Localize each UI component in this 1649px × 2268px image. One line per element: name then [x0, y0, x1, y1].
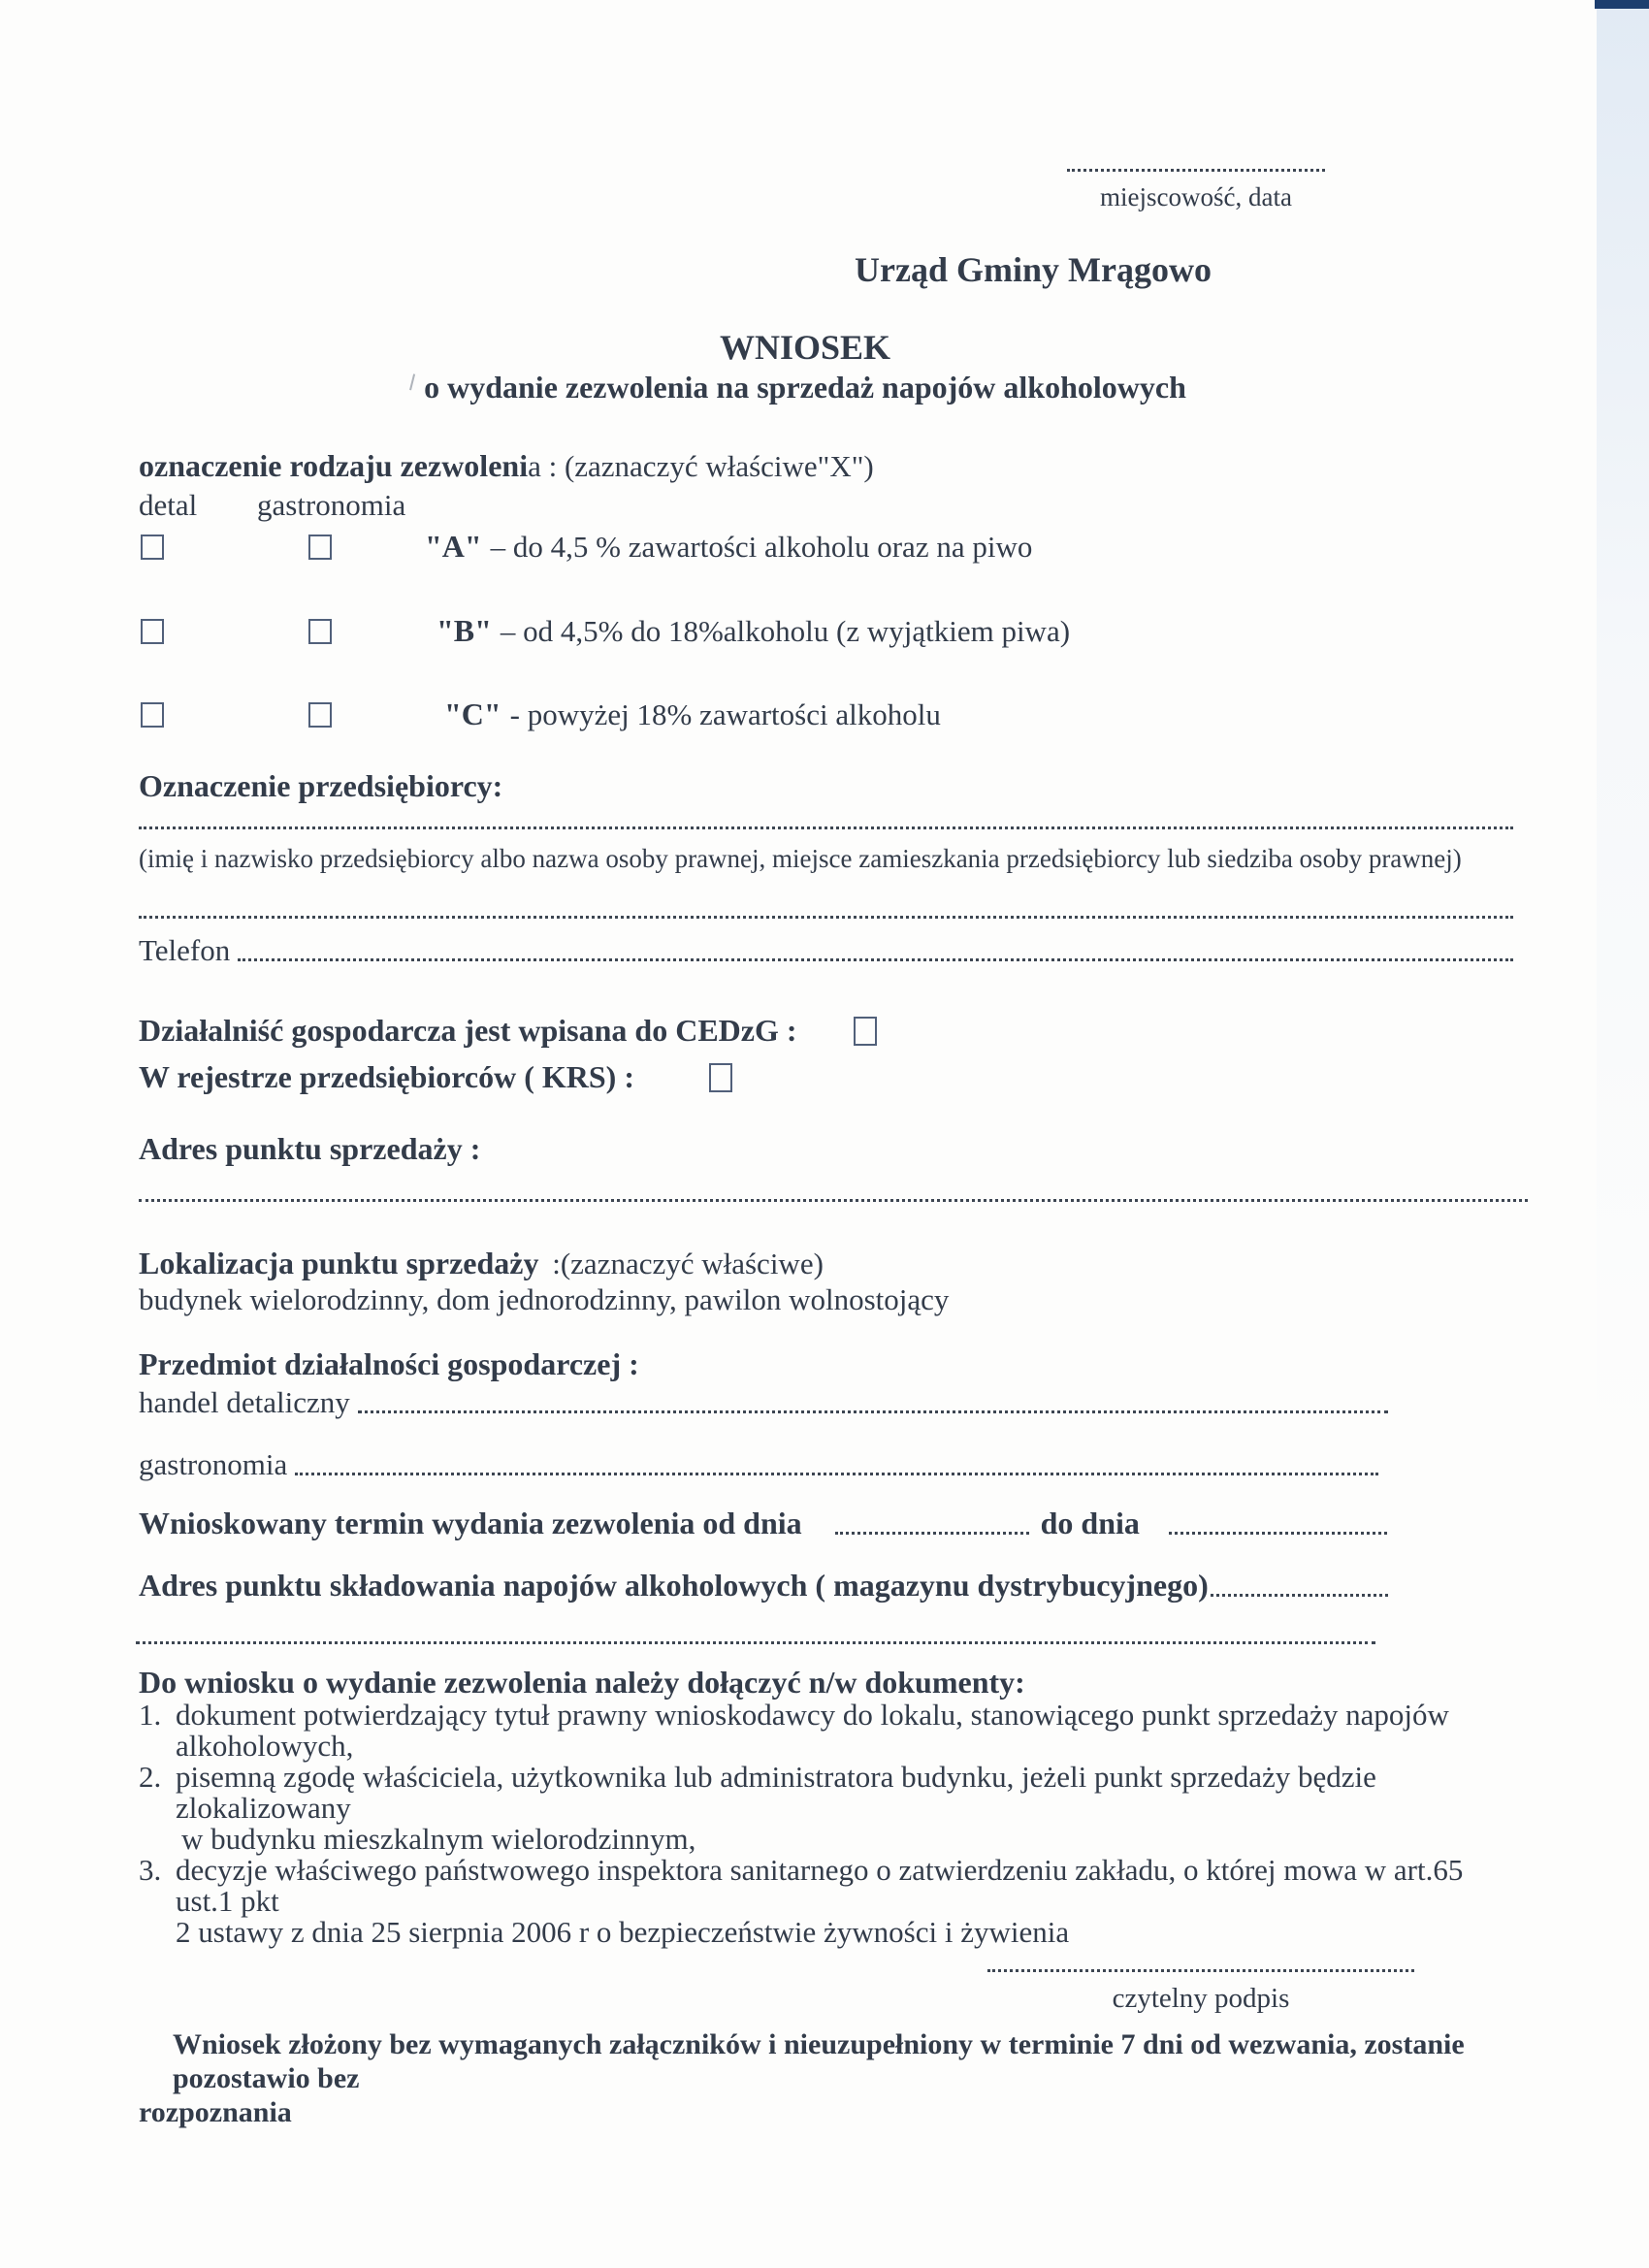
phone-label: Telefon: [139, 933, 231, 967]
sale-address-field-line[interactable]: [139, 1185, 1528, 1202]
cedzg-label: Działalniść gospodarcza jest wpisana do CEDzG :: [139, 1013, 797, 1048]
storage-label: Adres punktu składowania napojów alkoholowych ( magazynu dystrybucyjnego): [139, 1568, 1209, 1603]
place-date-label: miejscowość, data: [1100, 182, 1292, 211]
permit-code-c: "C": [444, 697, 501, 731]
term-to-field-line[interactable]: [1169, 1532, 1387, 1535]
checkbox-detal-a[interactable]: [141, 535, 164, 560]
attachments-heading: Do wniosku o wydanie zezwolenia należy dołączyć n/w dokumenty:: [139, 1665, 1025, 1700]
attachment-line: 2 ustawy z dnia 25 sierpnia 2006 r o bezpieczeństwie żywności i żywienia: [176, 1915, 1070, 1949]
storage-row: [139, 1568, 1388, 1604]
attachments-list: [139, 1700, 1477, 1948]
gastronomy-field-line[interactable]: [295, 1473, 1378, 1475]
checkbox-detal-b[interactable]: [141, 619, 164, 644]
attachment-line: pisemną zgodę właściciela, użytkownika lub administratora budynku, jeżeli punkt sprzedaży będzie zlokalizowany: [176, 1760, 1376, 1825]
phone-field-line[interactable]: [238, 958, 1513, 961]
krs-checkbox[interactable]: [709, 1063, 732, 1092]
attachment-item-1: [139, 1700, 1477, 1762]
location-heading: [139, 1246, 824, 1281]
entrepreneur-field-line-1[interactable]: [139, 813, 1513, 829]
permit-desc-a: – do 4,5 % zawartości alkoholu oraz na piwo: [490, 530, 1033, 564]
attachment-line: dokument potwierdzający tytuł prawny wnioskodawcy do lokalu, stanowiącego punkt sprzedaży napojów: [176, 1698, 1449, 1732]
term-label: Wnioskowany termin wydania zezwolenia od dnia: [139, 1506, 802, 1540]
entrepreneur-field-line-2[interactable]: [139, 902, 1513, 919]
checkbox-gastronomia-b[interactable]: [308, 619, 332, 644]
attachment-item-3: [139, 1855, 1477, 1948]
permit-code-b: "B": [436, 613, 492, 648]
checkbox-gastronomia-a[interactable]: [308, 535, 332, 560]
cedzg-checkbox[interactable]: [854, 1017, 877, 1046]
attachment-num-2: 2.: [139, 1760, 162, 1794]
column-label-detal: detal: [139, 488, 198, 522]
term-row: [139, 1506, 1387, 1541]
attachment-line: decyzje właściwego państwowego inspektora sanitarnego o zatwierdzeniu zakładu, o której mowa w art.65 ust.1 pkt: [176, 1853, 1464, 1918]
attachment-line: w budynku mieszkalnym wielorodzinnym,: [181, 1822, 696, 1856]
permit-type-heading: [139, 448, 874, 484]
attachment-num-3: 3.: [139, 1853, 162, 1887]
permit-row-b: [0, 613, 1649, 652]
retail-field-line[interactable]: [358, 1410, 1388, 1413]
permit-type-heading-bold: oznaczenie rodzaju zezwoleni: [139, 448, 529, 483]
attachment-item-2: [139, 1762, 1477, 1855]
krs-label: W rejestrze przedsiębiorców ( KRS) :: [139, 1059, 634, 1094]
signature-field-line[interactable]: [987, 1956, 1414, 1972]
term-to-label: do dnia: [1040, 1506, 1140, 1540]
place-date-field-line[interactable]: [1067, 155, 1325, 172]
form-subtitle: o wydanie zezwolenia na sprzedaż napojów alkoholowych: [424, 370, 1186, 405]
attachment-line: alkoholowych,: [176, 1729, 354, 1763]
permit-row-a: [0, 529, 1649, 567]
permit-desc-c: - powyżej 18% zawartości alkoholu: [509, 697, 941, 731]
attachment-num-1: 1.: [139, 1698, 162, 1732]
permit-desc-b: – od 4,5% do 18%alkoholu (z wyjątkiem piwa): [500, 614, 1071, 648]
retail-label: handel detaliczny: [139, 1385, 350, 1419]
footer-note-line-1: Wniosek złożony bez wymaganych załączników i nieuzupełniony w terminie 7 dni od wezwania, zostanie pozostawio bez: [173, 2028, 1465, 2094]
location-heading-bold: Lokalizacja punktu sprzedaży: [139, 1246, 539, 1280]
phone-row: [139, 933, 1513, 968]
signature-label: czytelny podpis: [1112, 1983, 1290, 2014]
permit-columns: [139, 488, 405, 523]
business-heading: Przedmiot działalności gospodarczej :: [139, 1346, 639, 1381]
storage-field-line[interactable]: [1211, 1594, 1388, 1597]
form-title: WNIOSEK: [719, 328, 891, 367]
office-name: Urząd Gminy Mrągowo: [855, 250, 1212, 289]
location-options: budynek wielorodzinny, dom jednorodzinny, pawilon wolnostojący: [139, 1282, 950, 1316]
extra-field-line[interactable]: [136, 1628, 1375, 1644]
gastronomy-row: [139, 1447, 1378, 1482]
checkbox-detal-c[interactable]: [141, 702, 164, 728]
gastronomy-label: gastronomia: [139, 1447, 288, 1481]
retail-row: [139, 1385, 1388, 1420]
column-label-gastronomia: gastronomia: [257, 488, 406, 522]
permit-row-c: [0, 697, 1649, 735]
sale-address-heading: Adres punktu sprzedaży :: [139, 1131, 481, 1166]
footer-note-line-2: rozpoznania: [139, 2096, 292, 2128]
permit-code-a: "A": [425, 529, 482, 564]
permit-type-heading-rest: a : (zaznaczyć właściwe"X"): [528, 449, 874, 483]
checkbox-gastronomia-c[interactable]: [308, 702, 332, 728]
term-from-field-line[interactable]: [835, 1532, 1029, 1535]
footer-note: [139, 2027, 1536, 2129]
entrepreneur-heading: Oznaczenie przedsiębiorcy:: [139, 768, 503, 803]
scan-edge-artifact: [1595, 0, 1649, 9]
entrepreneur-caption: (imię i nazwisko przedsiębiorcy albo nazwa osoby prawnej, miejsce zamieszkania przedsiębiorcy lub siedziba osoby prawnej): [139, 844, 1462, 873]
location-heading-rest: :(zaznaczyć właściwe): [552, 1247, 824, 1280]
